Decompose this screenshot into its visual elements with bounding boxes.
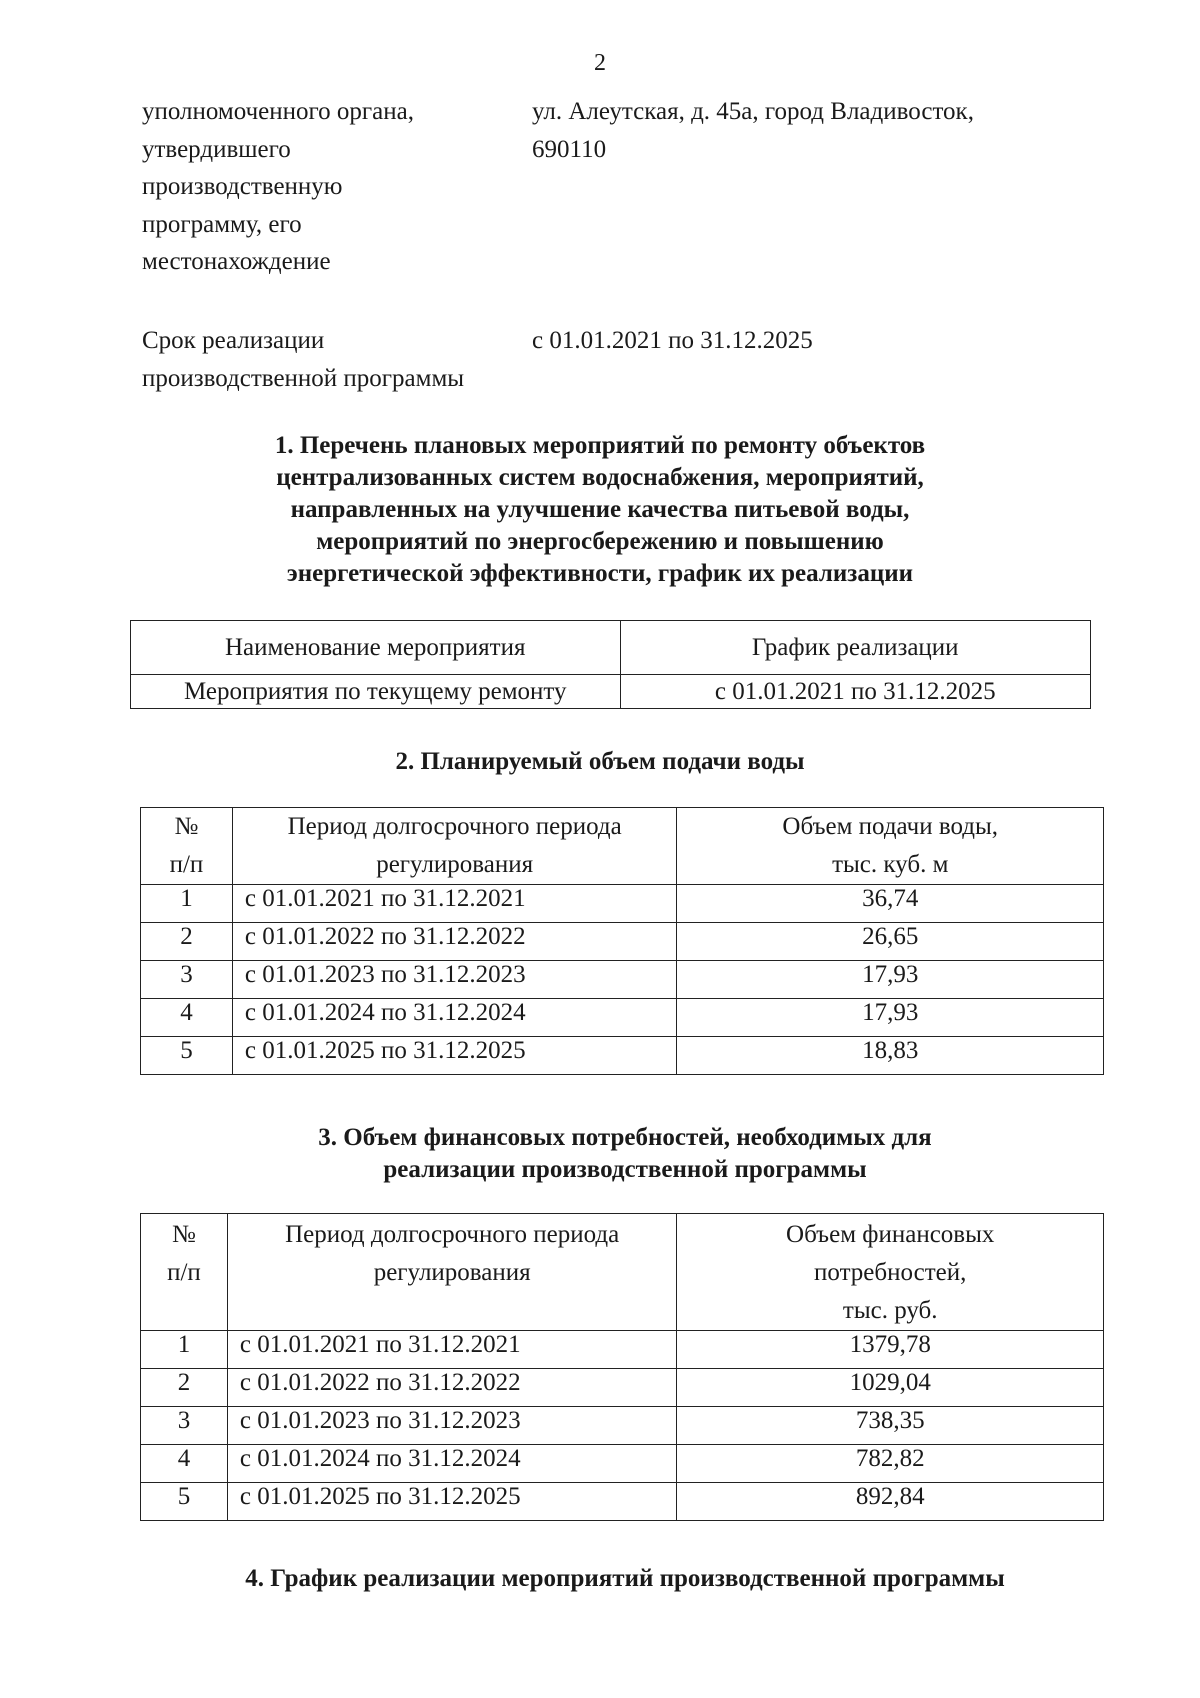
header-line: потребностей, (814, 1259, 967, 1286)
row-period: с 01.01.2022 по 31.12.2022 (227, 1369, 677, 1407)
info-label (142, 93, 512, 281)
section-title-line: централизованных систем водоснабжения, мероприятий, (276, 464, 924, 491)
header-number (141, 808, 233, 885)
header-number (141, 1214, 228, 1331)
info-label-line: программу, его (142, 210, 302, 238)
table-row (141, 999, 1104, 1037)
row-value: 17,93 (677, 999, 1104, 1037)
info-label-line: утвердившего (142, 135, 291, 163)
info-label-line: местонахождение (142, 248, 331, 275)
row-period: с 01.01.2021 по 31.12.2021 (232, 885, 677, 923)
info-value-line: ул. Алеутская, д. 45а, город Владивосток, (532, 98, 974, 125)
section-title-line: мероприятий по энергосбережению и повышению (316, 528, 884, 555)
section-title-line: реализации производственной программы (383, 1156, 867, 1183)
section-title-line: энергетической эффективности, график их реализации (286, 560, 914, 587)
info-label-line: производственную (142, 173, 343, 200)
row-value: 36,74 (677, 885, 1104, 923)
row-value: 1379,78 (677, 1331, 1104, 1369)
row-period: с 01.01.2025 по 31.12.2025 (227, 1483, 677, 1521)
header-line: Объем финансовых (786, 1221, 995, 1248)
row-value: 26,65 (677, 923, 1104, 961)
info-label-line: производственной программы (142, 364, 465, 392)
row-value: 17,93 (677, 961, 1104, 999)
table-row (131, 675, 1091, 709)
row-value: 738,35 (677, 1407, 1104, 1445)
header-line: тыс. куб. м (832, 851, 949, 878)
section-title-line: 3. Объем финансовых потребностей, необходимых для (318, 1124, 932, 1151)
header-period (227, 1214, 677, 1331)
row-period: с 01.01.2021 по 31.12.2021 (227, 1331, 677, 1369)
header-schedule: График реализации (620, 621, 1091, 675)
header-measure-name: Наименование мероприятия (131, 621, 621, 675)
measures-table (130, 620, 1091, 709)
header-line: № (172, 1221, 196, 1248)
row-period: с 01.01.2022 по 31.12.2022 (232, 923, 677, 961)
row-period: с 01.01.2025 по 31.12.2025 (232, 1037, 677, 1075)
table-row (141, 1407, 1104, 1445)
row-value: 1029,04 (677, 1369, 1104, 1407)
row-number: 5 (141, 1483, 228, 1521)
row-number: 3 (141, 961, 233, 999)
schedule-cell: с 01.01.2021 по 31.12.2025 (620, 675, 1091, 709)
header-water-volume (677, 808, 1104, 885)
row-number: 4 (141, 1445, 228, 1483)
measure-name-cell: Мероприятия по текущему ремонту (131, 675, 621, 709)
section-3-title (145, 1122, 1105, 1186)
row-number: 4 (141, 999, 233, 1037)
header-line: п/п (167, 1259, 201, 1286)
table-row (141, 1369, 1104, 1407)
row-period: с 01.01.2023 по 31.12.2023 (227, 1407, 677, 1445)
section-4-title: 4. График реализации мероприятий производственной программы (245, 1565, 1005, 1592)
table-row (141, 961, 1104, 999)
table-row (141, 923, 1104, 961)
table-row (141, 1037, 1104, 1075)
financial-needs-table (140, 1213, 1104, 1521)
table-row (141, 1331, 1104, 1369)
table-row (141, 1445, 1104, 1483)
row-value: 892,84 (677, 1483, 1104, 1521)
header-line: Объем подачи воды, (782, 813, 999, 840)
row-period: с 01.01.2024 по 31.12.2024 (227, 1445, 677, 1483)
header-line: регулирования (373, 1259, 531, 1286)
table-row (141, 885, 1104, 923)
row-value: 782,82 (677, 1445, 1104, 1483)
row-number: 1 (141, 885, 233, 923)
header-line: № (174, 813, 199, 840)
row-number: 3 (141, 1407, 228, 1445)
info-value-line: с 01.01.2021 по 31.12.2025 (532, 327, 813, 354)
header-financial-volume (677, 1214, 1104, 1331)
row-number: 1 (141, 1331, 228, 1369)
section-title-line: направленных на улучшение качества питьевой воды, (290, 496, 910, 523)
header-period (232, 808, 677, 885)
row-period: с 01.01.2024 по 31.12.2024 (232, 999, 677, 1037)
table-row (141, 1483, 1104, 1521)
table-header-row (141, 1214, 1104, 1331)
row-number: 2 (141, 923, 233, 961)
page-number: 2 (594, 50, 606, 76)
info-value-line: 690110 (532, 135, 607, 163)
row-number: 2 (141, 1369, 228, 1407)
header-line: п/п (169, 851, 204, 878)
section-2-title: 2. Планируемый объем подачи воды (395, 748, 805, 775)
water-supply-table (140, 807, 1104, 1075)
info-label (142, 322, 512, 397)
info-label-line: уполномоченного органа, (142, 98, 414, 125)
section-title-line: 1. Перечень плановых мероприятий по ремонту объектов (274, 432, 926, 459)
row-value: 18,83 (677, 1037, 1104, 1075)
header-line: тыс. руб. (842, 1297, 938, 1324)
info-value (532, 322, 1062, 360)
row-number: 5 (141, 1037, 233, 1075)
table-header-row (131, 621, 1091, 675)
header-line: Период долгосрочного периода (287, 813, 622, 840)
info-label-line: Срок реализации (142, 327, 325, 354)
row-period: с 01.01.2023 по 31.12.2023 (232, 961, 677, 999)
section-1-title (120, 430, 1080, 590)
table-header-row (141, 808, 1104, 885)
header-line: Период долгосрочного периода (285, 1221, 620, 1248)
header-line: регулирования (376, 851, 534, 878)
info-value (532, 93, 1062, 168)
